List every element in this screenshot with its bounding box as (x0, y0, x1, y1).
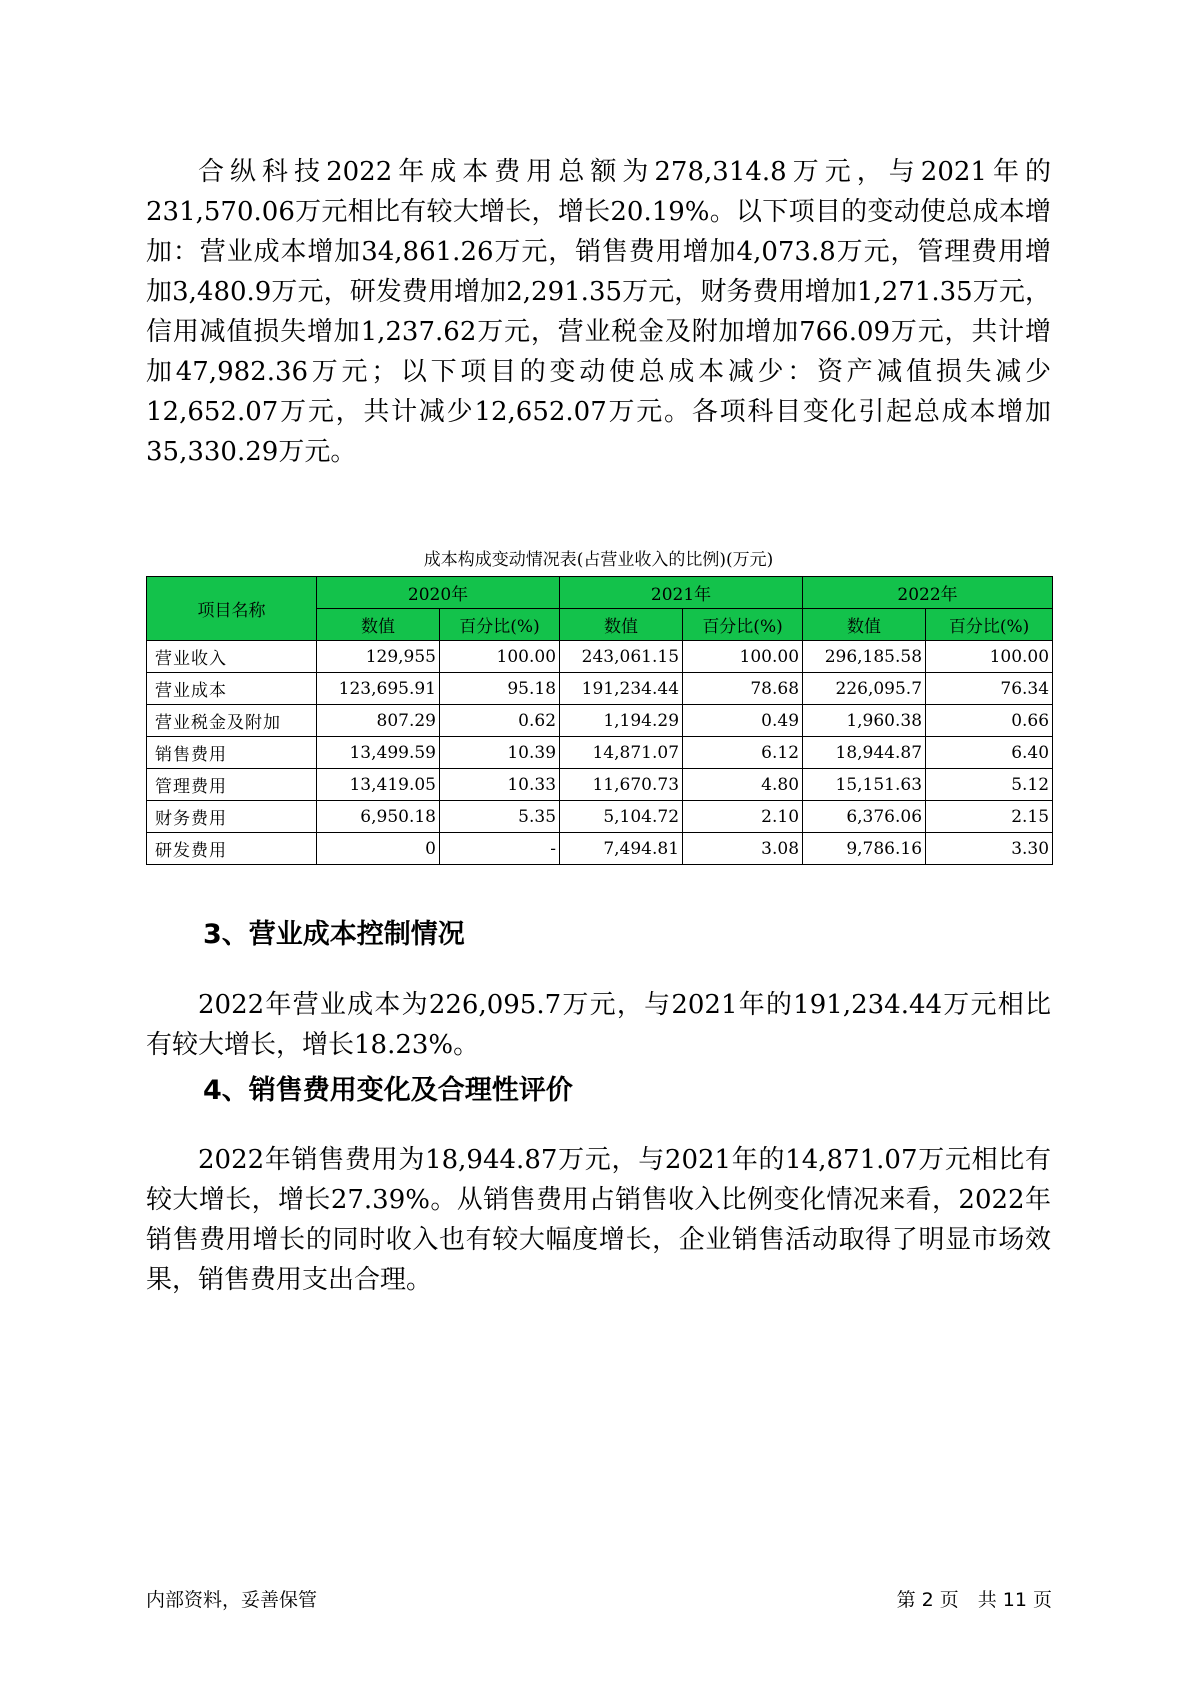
cell-value: 1,194.29 (560, 705, 683, 737)
row-name: 营业税金及附加 (147, 705, 317, 737)
row-name: 营业收入 (147, 641, 317, 673)
row-name: 营业成本 (147, 673, 317, 705)
cell-value: 13,419.05 (317, 769, 440, 801)
table-row (147, 737, 1053, 769)
header-item-name: 项目名称 (147, 577, 317, 641)
cost-summary-paragraph: 合纵科技2022年成本费用总额为278,314.8万元，与2021年的231,570.06万元相比有较大增长，增长20.19%。以下项目的变动使总成本增加：营业成本增加34,861.26万元，销售费用增加4,073.8万元，管理费用增加3,480.9万元，研发费用增加2,291.35万元，财务费用增加1,271.35万元，信用减值损失增加1,237.62万元，营业税金及附加增加766.09万元，共计增加47,982.36万元；以下项目的变动使总成本减少：资产减值损失减少12,652.07万元，共计减少12,652.07万元。各项科目变化引起总成本增加35,330.29万元。 (146, 157, 1051, 467)
cell-value: 18,944.87 (803, 737, 926, 769)
header-value: 数值 (317, 609, 440, 641)
cell-value: 123,695.91 (317, 673, 440, 705)
cell-value: 226,095.7 (803, 673, 926, 705)
header-year-2022: 2022年 (803, 577, 1053, 609)
cell-percent: 10.39 (440, 737, 560, 769)
cell-percent: 2.15 (926, 801, 1053, 833)
cost-structure-table (146, 576, 1053, 865)
cell-value: 9,786.16 (803, 833, 926, 865)
cell-percent: 78.68 (683, 673, 803, 705)
header-percent: 百分比(%) (926, 609, 1053, 641)
cell-percent: 0.49 (683, 705, 803, 737)
cell-value: 191,234.44 (560, 673, 683, 705)
cell-value: 296,185.58 (803, 641, 926, 673)
cell-percent: 100.00 (683, 641, 803, 673)
row-name: 销售费用 (147, 737, 317, 769)
cell-value: 14,871.07 (560, 737, 683, 769)
cell-percent: 2.10 (683, 801, 803, 833)
cell-percent: 0.62 (440, 705, 560, 737)
cell-percent: - (440, 833, 560, 865)
header-value: 数值 (560, 609, 683, 641)
cell-percent: 76.34 (926, 673, 1053, 705)
cell-value: 5,104.72 (560, 801, 683, 833)
cell-percent: 3.30 (926, 833, 1053, 865)
header-value: 数值 (803, 609, 926, 641)
table-row (147, 641, 1053, 673)
section3-heading: 3、营业成本控制情况 (203, 919, 465, 950)
cell-percent: 10.33 (440, 769, 560, 801)
table-row (147, 769, 1053, 801)
section3-paragraph: 2022年营业成本为226,095.7万元，与2021年的191,234.44万元相比有较大增长，增长18.23%。 (146, 990, 1051, 1060)
row-name: 财务费用 (147, 801, 317, 833)
header-percent: 百分比(%) (683, 609, 803, 641)
cell-value: 6,950.18 (317, 801, 440, 833)
cell-percent: 100.00 (926, 641, 1053, 673)
table-row (147, 673, 1053, 705)
cell-value: 13,499.59 (317, 737, 440, 769)
table-row (147, 801, 1053, 833)
cell-percent: 5.35 (440, 801, 560, 833)
cell-percent: 5.12 (926, 769, 1053, 801)
cell-value: 11,670.73 (560, 769, 683, 801)
cell-value: 7,494.81 (560, 833, 683, 865)
header-year-2021: 2021年 (560, 577, 803, 609)
section4-paragraph: 2022年销售费用为18,944.87万元，与2021年的14,871.07万元相比有较大增长，增长27.39%。从销售费用占销售收入比例变化情况来看，2022年销售费用增长的同时收入也有较大幅度增长，企业销售活动取得了明显市场效果，销售费用支出合理。 (146, 1145, 1051, 1295)
cell-value: 0 (317, 833, 440, 865)
cell-value: 1,960.38 (803, 705, 926, 737)
table-body (147, 641, 1053, 865)
cell-value: 129,955 (317, 641, 440, 673)
cell-percent: 3.08 (683, 833, 803, 865)
footer-page-number: 第 2 页 共 11 页 (896, 1589, 1052, 1611)
cell-percent: 100.00 (440, 641, 560, 673)
table-header (147, 577, 1053, 641)
cell-percent: 0.66 (926, 705, 1053, 737)
section4-heading: 4、销售费用变化及合理性评价 (203, 1075, 573, 1106)
header-year-2020: 2020年 (317, 577, 560, 609)
footer-confidential-note: 内部资料，妥善保管 (146, 1589, 318, 1611)
cell-value: 243,061.15 (560, 641, 683, 673)
table-row (147, 833, 1053, 865)
header-percent: 百分比(%) (440, 609, 560, 641)
cell-percent: 4.80 (683, 769, 803, 801)
row-name: 管理费用 (147, 769, 317, 801)
cell-value: 807.29 (317, 705, 440, 737)
table-caption: 成本构成变动情况表(占营业收入的比例)(万元) (423, 550, 774, 570)
cell-value: 15,151.63 (803, 769, 926, 801)
table-row (147, 705, 1053, 737)
cell-value: 6,376.06 (803, 801, 926, 833)
cell-percent: 6.40 (926, 737, 1053, 769)
row-name: 研发费用 (147, 833, 317, 865)
cell-percent: 95.18 (440, 673, 560, 705)
cell-percent: 6.12 (683, 737, 803, 769)
